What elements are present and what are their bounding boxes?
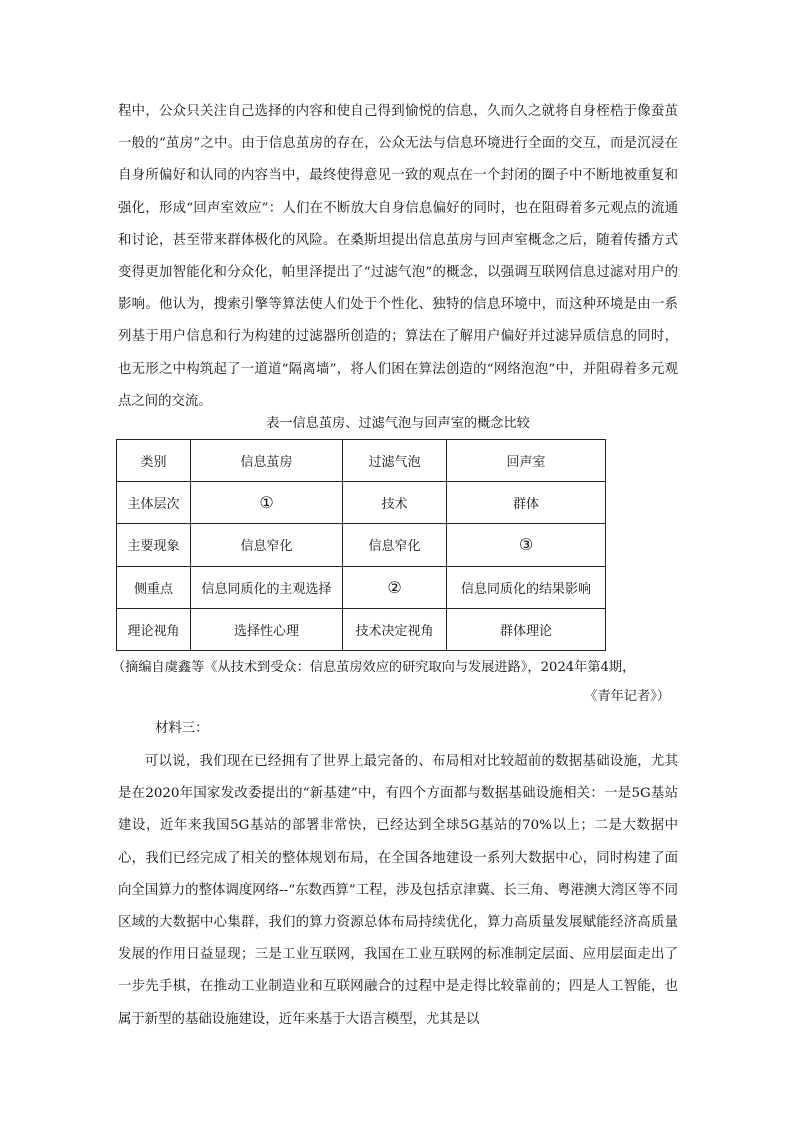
header-cell: 类别 (117, 440, 191, 482)
table-cell: 选择性心理 (191, 608, 343, 650)
blank-marker-1: ① (191, 482, 343, 524)
table-caption: 表一信息茧房、过滤气泡与回声室的概念比较 (266, 416, 530, 431)
blank-marker-2: ② (343, 566, 447, 608)
table-cell: 群体 (447, 482, 606, 524)
table-cell: 信息窄化 (343, 524, 447, 566)
row-label-cell: 侧重点 (117, 566, 191, 608)
row-label-cell: 主要现象 (117, 524, 191, 566)
table-row (117, 482, 606, 524)
table-cell: 信息窄化 (191, 524, 343, 566)
table-row (117, 524, 606, 566)
row-label-cell: 主体层次 (117, 482, 191, 524)
body-paragraph-1: 程中，公众只关注自己选择的内容和使自己得到愉悦的信息，久而久之就将自身桎梏于像蚕茧一般的“茧房”之中。由于信息茧房的存在，公众无法与信息环境进行全面的交互，而是沉浸在自身所偏好和认同的内容当中，最终使得意见一致的观点在一个封闭的圈子中不断地被重复和强化，形成“回声室效应”：人们在不断放大自身信息偏好的同时，也在阻碍着多元观点的流通和讨论，甚至带来群体极化的风险。在桑斯坦提出信息茧房与回声室概念之后，随着传播方式变得更加智能化和分众化，帕里泽提出了“过滤气泡”的概念，以强调互联网信息过滤对用户的影响。他认为，搜索引擎等算法使人们处于个性化、独特的信息环境中，而这种环境是由一系列基于用户信息和行为构建的过滤器所创造的；算法在了解用户偏好并过滤异质信息的同时，也无形之中构筑起了一道道“隔离墙”，将人们困在算法创造的“网络泡泡”中，并阻碍着多元观点之间的交流。 (118, 104, 678, 409)
table-cell: 信息同质化的结果影响 (447, 566, 606, 608)
table-row (117, 566, 606, 608)
table-cell: 技术决定视角 (343, 608, 447, 650)
header-cell: 信息茧房 (191, 440, 343, 482)
blank-marker-3: ③ (447, 524, 606, 566)
table-cell: 技术 (343, 482, 447, 524)
table-row (117, 608, 606, 650)
table-header-row (117, 440, 606, 482)
header-cell: 回声室 (447, 440, 606, 482)
body-paragraph-2: 可以说，我们现在已经拥有了世界上最完备的、布局相对比较超前的数据基础设施，尤其是在2020年国家发改委提出的“新基建”中，有四个方面都与数据基础设施相关：一是5G基站建设，近年来我国5G基站的部署非常快，已经达到全球5G基站的70%以上；二是大数据中心，我们已经完成了相关的整体规划布局，在全国各地建设一系列大数据中心，同时构建了面向全国算力的整体调度网络--“东数西算”工程，涉及包括京津冀、长三角、粤港澳大湾区等不同区域的大数据中心集群，我们的算力资源总体布局持续优化，算力高质量发展赋能经济高质量发展的作用日益显现；三是工业互联网，我国在工业互联网的标准制定层面、应用层面走出了一步先手棋，在推动工业制造业和互联网融合的过程中是走得比较靠前的；四是人工智能，也属于新型的基础设施建设，近年来基于大语言模型，尤其是以 (118, 754, 678, 1027)
header-cell: 过滤气泡 (343, 440, 447, 482)
source-citation: （摘编自虞鑫等《从技术到受众：信息茧房效应的研究取向与发展进路》，2024年第4期， (112, 660, 636, 675)
table-cell: 信息同质化的主观选择 (191, 566, 343, 608)
comparison-table (116, 439, 606, 651)
row-label-cell: 理论视角 (117, 608, 191, 650)
table-cell: 群体理论 (447, 608, 606, 650)
material-heading: 材料三： (155, 721, 209, 736)
source-journal: 《青年记者》） (584, 689, 670, 704)
